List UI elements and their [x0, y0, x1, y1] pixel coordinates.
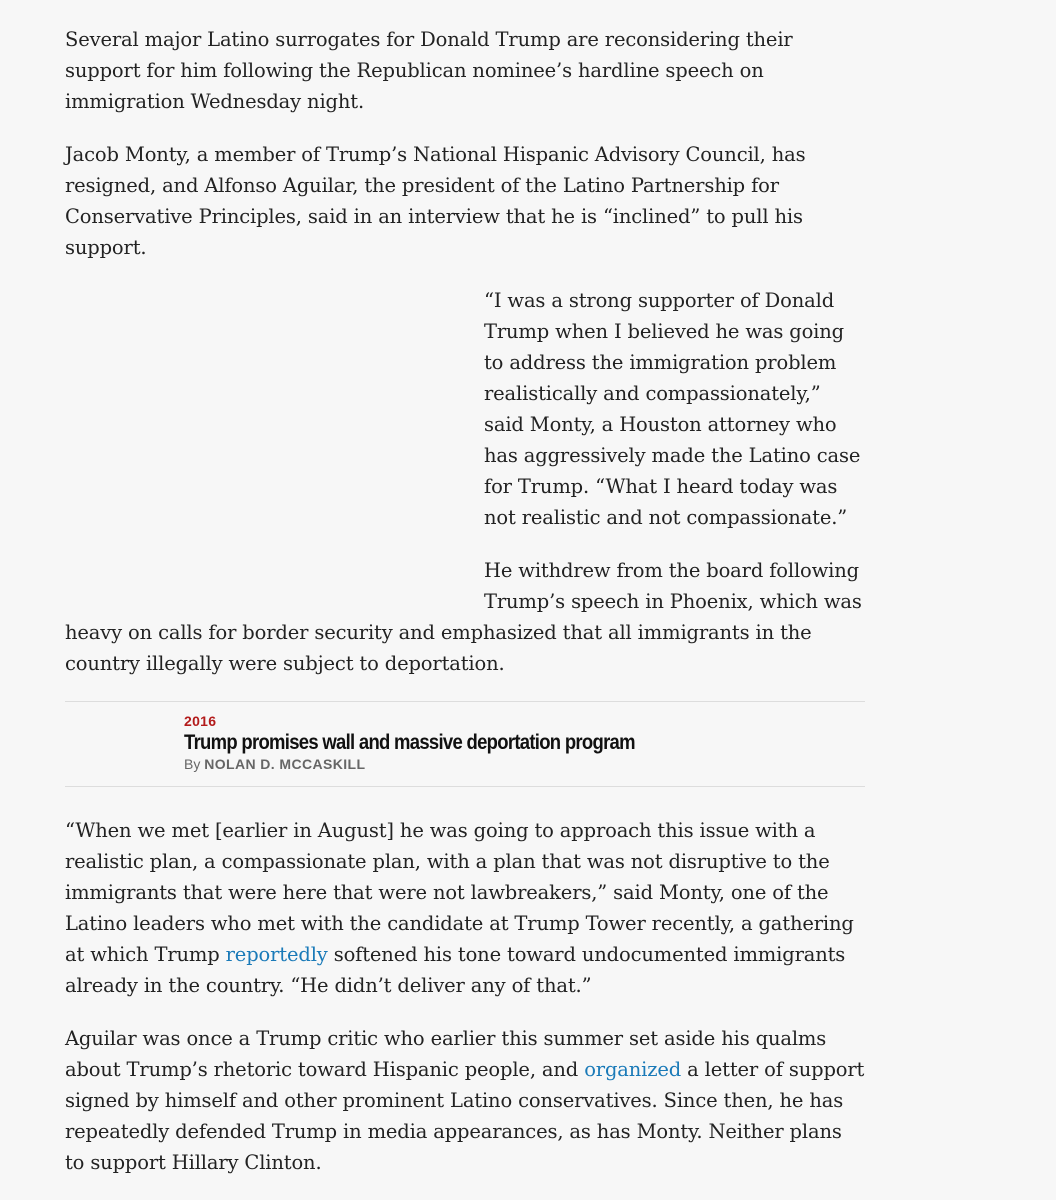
paragraph-5-text-after: softened his tone toward undocumented immigrants already in the country. “He didn’t deliver any of that.” [65, 943, 846, 997]
byline-label: By [184, 756, 201, 772]
paragraph-5 [65, 815, 865, 1001]
article-body [65, 24, 865, 1200]
related-story-kicker: 2016 [184, 713, 217, 729]
reportedly-link[interactable]: reportedly [225, 943, 328, 966]
organized-link[interactable]: organized [584, 1058, 682, 1081]
paragraph-1: Several major Latino surrogates for Donald Trump are reconsidering their support for him following the Republican nominee’s hardline speech on immigration Wednesday night. [65, 28, 793, 113]
paragraph-2: Jacob Monty, a member of Trump’s National Hispanic Advisory Council, has resigned, and Alfonso Aguilar, the president of the Latino Partnership for Conservative Principles, said in an interview that he is “inclined” to pull his support. [65, 143, 806, 259]
related-story-byline [184, 756, 865, 772]
paragraph-4: He withdrew from the board following Trump’s speech in Phoenix, which was heavy on calls for border security and emphasized that all immigrants in the country illegally were subject to deportation. [65, 559, 862, 675]
paragraph-6-text-before: Aguilar was once a Trump critic who earlier this summer set aside his qualms about Trump’s rhetoric toward Hispanic people, and [65, 1027, 827, 1081]
related-story-headline[interactable]: Trump promises wall and massive deportation program [184, 731, 635, 754]
paragraph-6-text-after: a letter of support signed by himself and other prominent Latino conservatives. Since then, he has repeatedly defended Trump in media appearances, as has Monty. Neither plans to support Hillary Clinton. [65, 1058, 865, 1174]
paragraph-3-quote: “I was a strong supporter of Donald Trump when I believed he was going to address the immigration problem realistically and compassionately,” said Monty, a Houston attorney who has aggressively made the Latino case for Trump. “What I heard today was not realistic and not compassionate.” [484, 289, 861, 529]
embedded-media-placeholder [65, 285, 484, 595]
related-story-card[interactable] [65, 701, 865, 787]
paragraph-6 [65, 1023, 865, 1178]
paragraph-5-text-before: “When we met [earlier in August] he was going to approach this issue with a realistic plan, a compassionate plan, with a plan that was not disruptive to the immigrants that were here that were not lawbreakers,” said Monty, one of the Latino leaders who met with the candidate at Trump Tower recently, a gathering at which Trump [65, 819, 854, 966]
byline-author[interactable]: NOLAN D. MCCASKILL [204, 756, 366, 772]
